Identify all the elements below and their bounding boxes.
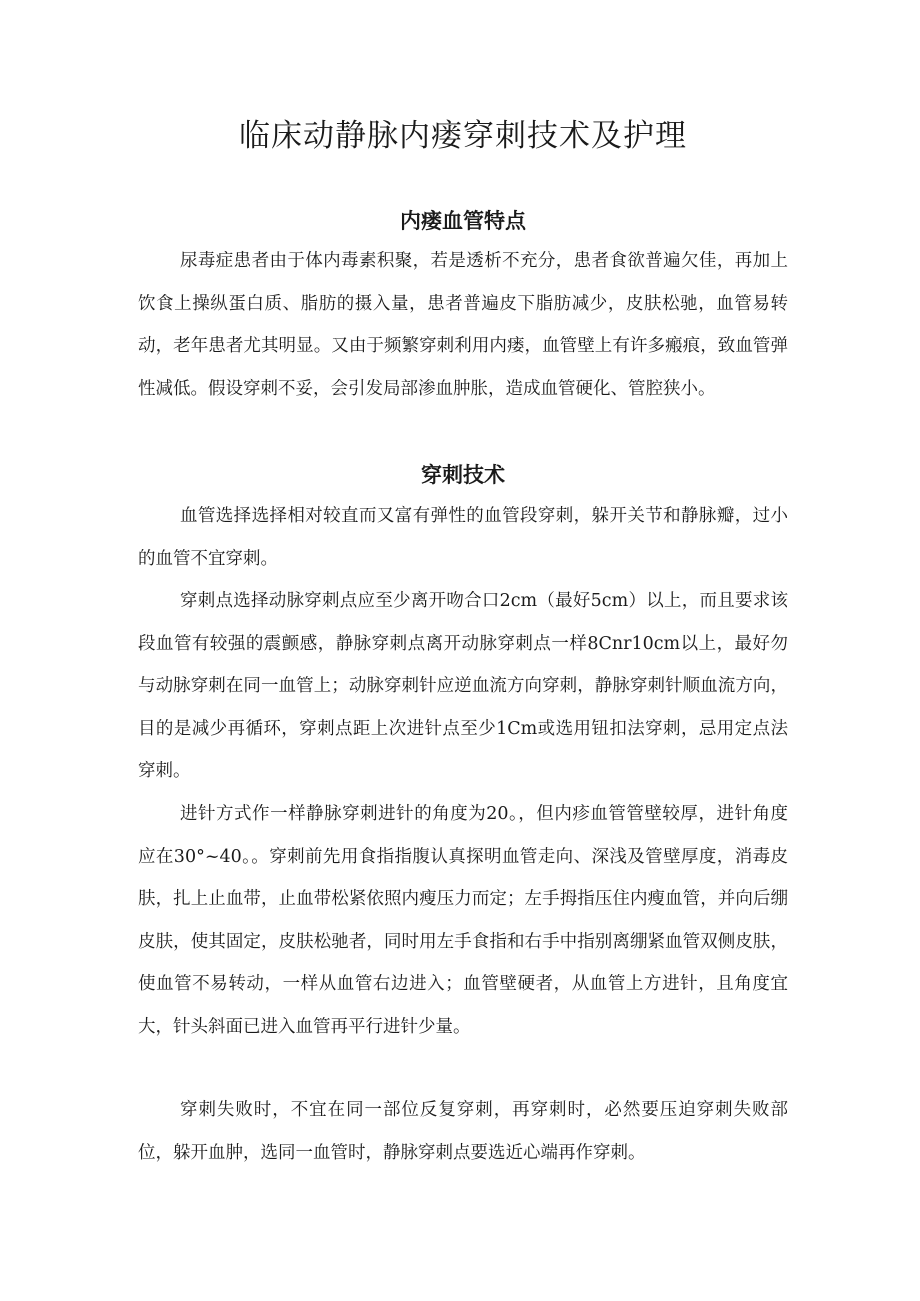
section-heading-fistula-features: 内瘘血管特点 [400,209,526,233]
paragraph-needle-insertion-method: 进针方式作一样静脉穿刺进针的角度为20。，但内疹血管管壁较厚，进针角度应在30°~40。。穿刺前先用食指指腹认真探明血管走向、深浅及管壁厚度，消毒皮肤，扎上止血带，止血带松紧依照内瘦压力而定；左手拇指压住内瘦血管，并向后绷皮肤，使其固定，皮肤松驰者，同时用左手食指和右手中指别离绷紧血管双侧皮肤，使血管不易转动，一样从血管右边进入；血管壁硬者，从血管上方进针，且角度宜大，针头斜面已进入血管再平行进针少量。 [138,804,788,1037]
paragraph-fistula-features: 尿毒症患者由于体内毒素积聚，若是透析不充分，患者食欲普遍欠佳，再加上饮食上操纵蛋白质、脂肪的摄入量，患者普遍皮下脂肪减少，皮肤松驰，血管易转动，老年患者尤其明显。又由于频繁穿刺利用内瘘，血管壁上有许多瘢痕，致血管弹性减低。假设穿刺不妥，会引发局部渗血肿胀，造成血管硬化、管腔狭小。 [138,251,788,399]
document-title: 临床动静脉内瘘穿刺技术及护理 [239,118,687,154]
paragraph-vessel-selection: 血管选择选择相对较直而又富有弹性的血管段穿刺，躲开关节和静脉瓣，过小的血管不宜穿刺。 [138,506,788,569]
section-heading-puncture-technique: 穿刺技术 [421,463,505,487]
paragraph-puncture-site-selection: 穿刺点选择动脉穿刺点应至少离开吻合口2cm（最好5cm）以上，而且要求该段血管有较强的震颤感，静脉穿刺点离开动脉穿刺点一样8Cnr10cm以上，最好勿与动脉穿刺在同一血管上；动脉穿刺针应逆血流方向穿刺，静脉穿刺针顺血流方向，目的是减少再循环，穿刺点距上次进针点至少1Cm或选用钮扣法穿刺，忌用定点法穿刺。 [138,591,788,781]
paragraph-puncture-failure: 穿刺失败时，不宜在同一部位反复穿刺，再穿刺时，必然要压迫穿刺失败部位，躲开血肿，选同一血管时，静脉穿刺点要选近心端再作穿刺。 [138,1100,788,1163]
